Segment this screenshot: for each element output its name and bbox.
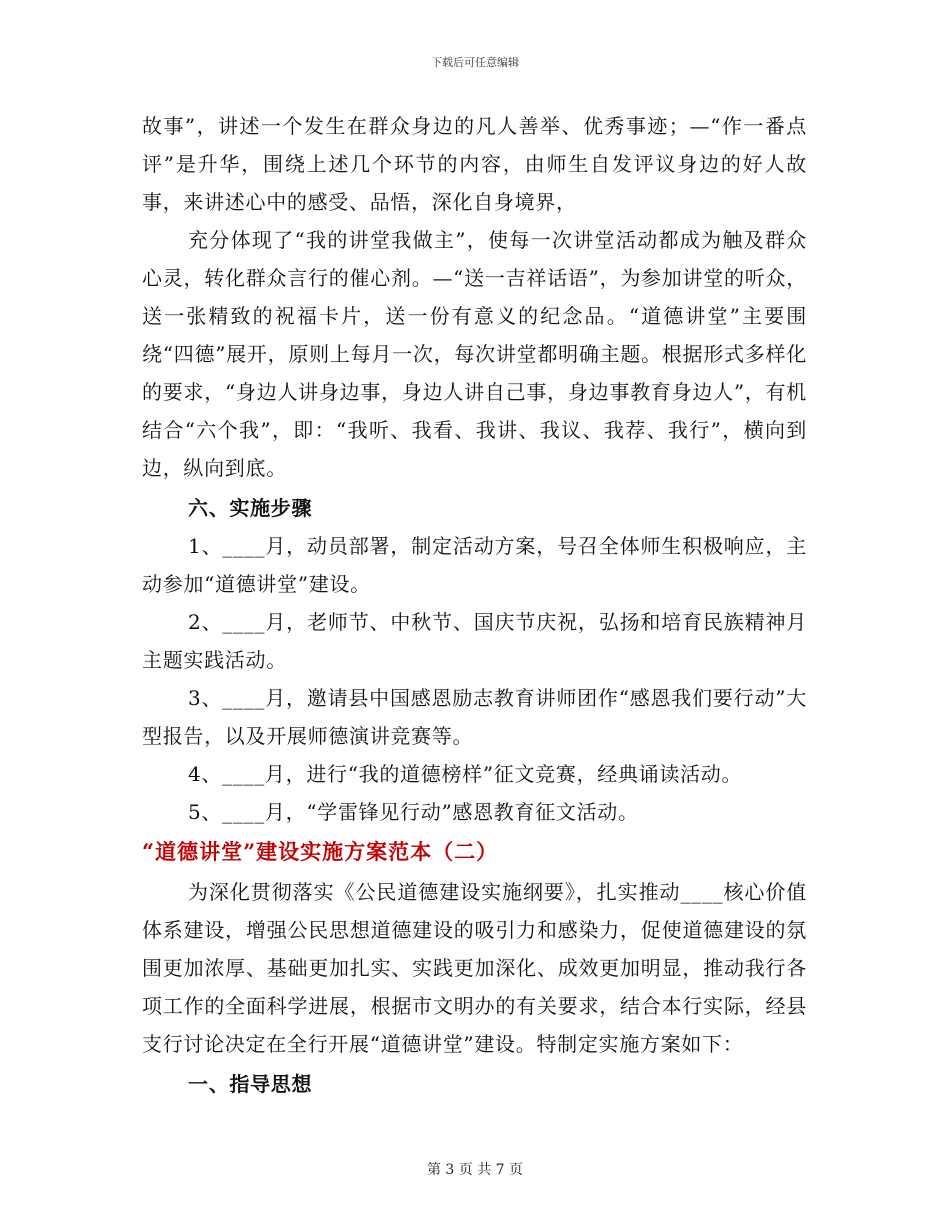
document-title: “道德讲堂”建设实施方案范本（二） xyxy=(142,839,499,864)
intro-paragraph: 为深化贯彻落实《公民道德建设实施纲要》，扎实推动____核心价值体系建设，增强公民思想道德建设的吸引力和感染力，促使道德建设的氛围更加浓厚、基础更加扎实、实践更加深化、成效更加明显，推动我行各项工作的全面科学进展，根据市文明办的有关要求，结合本行实际，经县支行讨论决定在全行开展“道德讲堂”建设。特制定实施方案如下： xyxy=(142,880,807,1056)
section-heading-1: 一、指导思想 xyxy=(188,1072,313,1096)
paragraph: 充分体现了“我的讲堂我做主”，使每一次讲堂活动都成为触及群众心灵，转化群众言行的催心剂。—“送一吉祥话语”，为参加讲堂的听众，送一张精致的祝福卡片，送一份有意义的纪念品。“道德讲堂”主要围绕“四德”展开，原则上每月一次，每次讲堂都明确主题。根据形式多样化的要求，“身边人讲身边事，身边人讲自己事，身边事教育身边人”，有机结合“六个我”，即：“我听、我看、我讲、我议、我荐、我行”，横向到边，纵向到底。 xyxy=(142,228,807,480)
page-footer: 第 3 页 共 7 页 xyxy=(426,1162,524,1178)
section-heading-6: 六、实施步骤 xyxy=(188,496,313,520)
step-1: 1、____月，动员部署，制定活动方案，号召全体师生积极响应，主动参加“道德讲堂”建设。 xyxy=(142,534,807,596)
step-3: 3、____月，邀请县中国感恩励志教育讲师团作“感恩我们要行动”大型报告，以及开展师德演讲竞赛等。 xyxy=(142,686,807,748)
step-2: 2、____月，老师节、中秋节、国庆节庆祝，弘扬和培育民族精神月主题实践活动。 xyxy=(142,610,807,672)
document-body xyxy=(142,107,807,1103)
paragraph-continued: 故事”，讲述一个发生在群众身边的凡人善举、优秀事迹；—“作一番点评”是升华，围绕上述几个环节的内容，由师生自发评议身边的好人故事，来讲述心中的感受、品悟，深化自身境界， xyxy=(142,114,807,214)
step-4: 4、____月，进行“我的道德榜样”征文竞赛，经典诵读活动。 xyxy=(188,762,743,786)
step-5: 5、____月，“学雷锋见行动”感恩教育征文活动。 xyxy=(188,800,639,824)
header-note: 下载后可任意编辑 xyxy=(431,56,519,69)
